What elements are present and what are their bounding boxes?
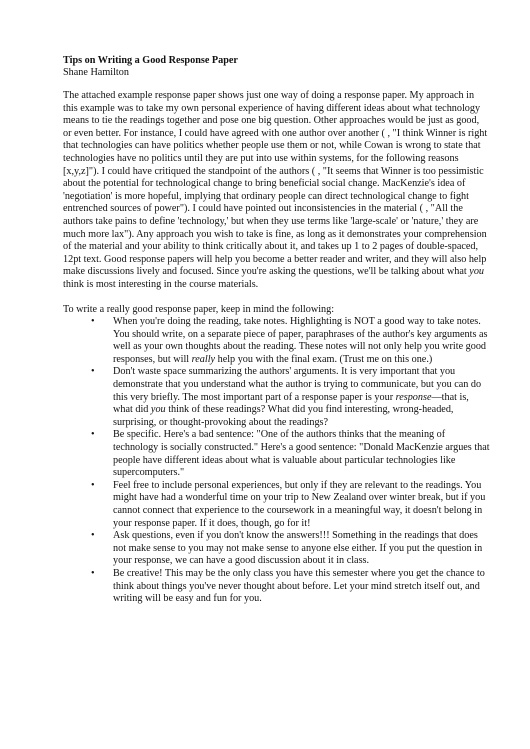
tip-text-end: help you with the final exam. (Trust me on this one.) (215, 353, 433, 365)
tip-item-notes (91, 316, 490, 366)
tip-item-personal (91, 480, 490, 530)
tip-item-specific (91, 429, 490, 479)
bullet-icon: • (91, 530, 95, 542)
tip-item-creative (91, 568, 490, 606)
tip-item-questions (91, 530, 490, 568)
tips-intro: To write a really good response paper, keep in mind the following: (63, 303, 335, 315)
tip-text: Be creative! This may be the only class you have this semester where you get the chance to think about things you've never thought about before. Let your mind stretch itself out, and writing will be easy and fun for you. (113, 567, 485, 605)
tip-item-summarizing (91, 366, 490, 429)
tip-text: Feel free to include personal experiences, but only if they are relevant to the readings. You might have had a wonderful time on your trip to New Zealand over winter break, but if you cannot connect that experience to the coursework in a meaningful way, it doesn't belong in your response paper. If it does, though, go for it! (113, 479, 486, 529)
tip-emphasis: really (191, 353, 216, 365)
bullet-icon: • (91, 479, 95, 491)
tip-text: Be specific. Here's a bad sentence: "One of the authors thinks that the meaning of technology is socially constructed." Here's a good sentence: "Donald MacKenzie argues that people have different ideas about what is valuable about particular technologies like supercomputers." (113, 429, 490, 479)
tips-list (63, 316, 490, 606)
tip-text: When you're doing the reading, take notes. Highlighting is NOT a good way to take notes. You should write, on a separate piece of paper, paraphrases of the author's key arguments as well as your own thoughts about the reading. These notes will not only help you write good responses, but will (113, 316, 488, 365)
body-emphasis: you (469, 266, 485, 278)
bullet-icon: • (91, 316, 95, 328)
tip-text-mid: —that is, what did (113, 391, 469, 416)
bullet-icon: • (91, 366, 95, 378)
tip-text-end: think of these readings? What did you find interesting, wrong-headed, surprising, or thought-provoking about the readings? (113, 404, 454, 428)
body-text-end: think is most interesting in the course materials. (63, 278, 259, 290)
tip-text: Don't waste space summarizing the authors' arguments. It is very important that you demonstrate that you understand what the author is trying to communicate, but you can do this very briefly. The most important part of a response paper is your (113, 366, 482, 403)
body-text: The attached example response paper shows just one way of doing a response paper. My approach in this example was to take my own personal experience of having different ideas about what technology means to tie the readings together and pose one big question. Other approaches would be just as good, or even better. For instance, I could have agreed with one author over another ( , "I think Winner is right that technologies can have politics whether people use them or not, while Cowan is wrong to state that technologies have no politics until they are put into use within systems, for the following reasons [x,y,z]"). I could have critiqued the standpoint of the authors ( , "It seems that Winner is too pessimistic about the potential for technological change to bring beneficial social change. MacKenzie's idea of 'negotiation' is more hopeful, implying that ordinary people can direct technological change to fight entrenched sources of power"). I could have pointed out inconsistencies in the material ( , "All the authors take pains to define 'technology,' but when they use terms like 'large-scale' or 'nature,' they are much more lax"). Any approach you wish to take is fine, as long as it demonstrates your comprehension of the material and your ability to think critically about it, and takes up 1 to 2 pages of double-spaced, 12pt text. Good response papers will help you become a better reader and writer, and they will also help make discussions lively and focused. Since you're asking the questions, we'll be talking about what (63, 90, 488, 278)
bullet-icon: • (91, 429, 95, 441)
bullet-icon: • (91, 567, 95, 579)
body-paragraph (63, 90, 490, 292)
tip-emphasis: you (150, 404, 166, 416)
tip-text: Ask questions, even if you don't know the answers!!! Something in the readings that does not make sense to you may not make sense to anyone else either. If you put the question in your response, we can have a good discussion about it in class. (113, 530, 483, 567)
document-title: Tips on Writing a Good Response Paper (63, 55, 238, 66)
author-name: Shane Hamilton (63, 67, 129, 78)
tip-emphasis: response (395, 391, 432, 403)
